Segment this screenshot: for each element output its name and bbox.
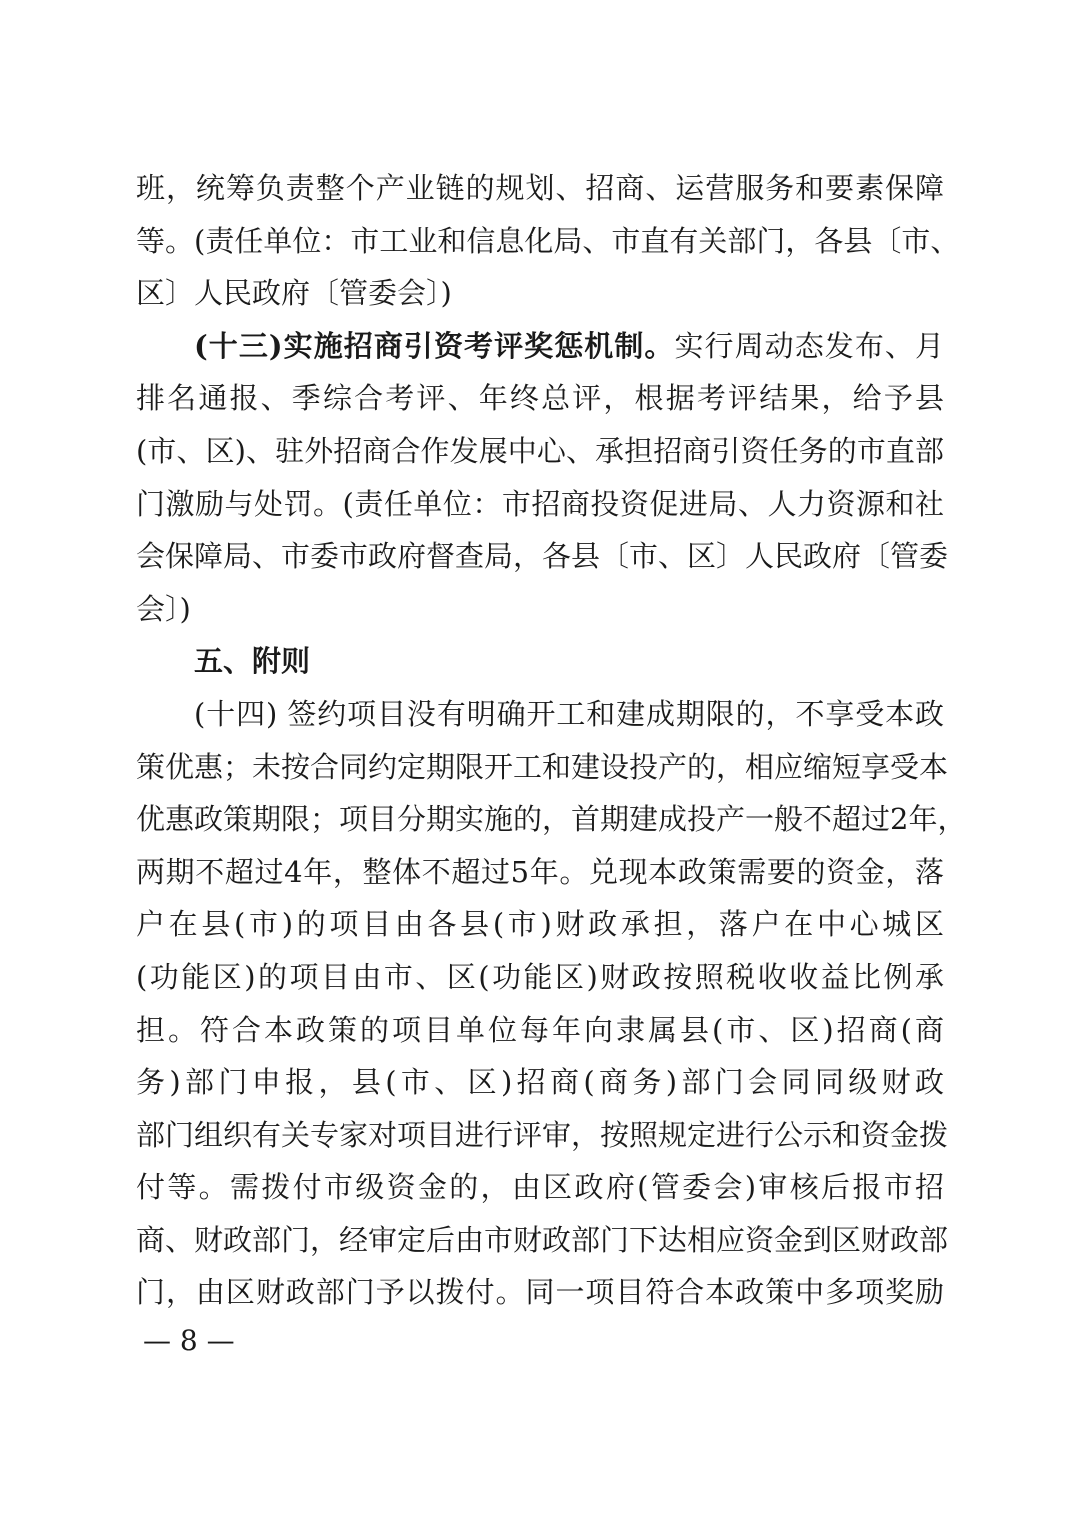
text-line: 班，统筹负责整个产业链的规划、招商、运营服务和要素保障 <box>136 171 944 205</box>
section-13-line <box>136 320 944 373</box>
text-line: (市、区)、驻外招商合作发展中心、承担招商引资任务的市直部 <box>136 433 944 468</box>
document-body <box>136 162 967 1319</box>
section-13-number: (十三) <box>194 328 283 363</box>
text-line: 排名通报、季综合考评、年终总评，根据考评结果，给予县 <box>136 381 944 416</box>
section-13-text: 实行周动态发布、月 <box>674 328 944 363</box>
text-line: 户在县(市)的项目由各县(市)财政承担，落户在中心城区 <box>136 907 944 942</box>
section-13-title: 实施招商引资考评奖惩机制。 <box>282 328 675 363</box>
text-line: 门激励与处罚。(责任单位：市招商投资促进局、人力资源和社 <box>136 486 944 521</box>
text-line: (功能区)的项目由市、区(功能区)财政按照税收收益比例承 <box>136 959 944 994</box>
page-number: — 8 — <box>143 1324 235 1357</box>
text-line: 商、财政部门，经审定后由市财政部门下达相应资金到区财政部 <box>136 1222 949 1257</box>
text-line: 务)部门申报，县(市、区)招商(商务)部门会同同级财政 <box>136 1065 944 1100</box>
text-line: (十四) 签约项目没有明确开工和建成期限的，不享受本政 <box>194 696 944 731</box>
text-line: 付等。需拨付市级资金的，由区政府(管委会)审核后报市招 <box>136 1170 944 1205</box>
text-line: 两期不超过4年，整体不超过5年。兑现本政策需要的资金，落 <box>136 854 944 889</box>
text-line: 策优惠；未按合同约定期限开工和建设投产的，相应缩短享受本 <box>136 749 949 784</box>
text-line: 会保障局、市委市政府督查局，各县〔市、区〕人民政府〔管委 <box>136 539 949 574</box>
text-line: 门，由区财政部门予以拨付。同一项目符合本政策中多项奖励 <box>136 1275 944 1310</box>
text-line: 等。(责任单位：市工业和信息化局、市直有关部门，各县〔市、 <box>136 223 960 258</box>
section-heading-appendix: 五、附则 <box>194 644 311 679</box>
text-line: 部门组织有关专家对项目进行评审，按照规定进行公示和资金拨 <box>136 1117 949 1152</box>
text-line: 优惠政策期限；项目分期实施的，首期建成投产一般不超过2年， <box>136 802 967 837</box>
text-line: 会〕) <box>136 591 191 626</box>
text-line: 区〕人民政府〔管委会〕) <box>136 276 452 311</box>
text-line: 担。符合本政策的项目单位每年向隶属县(市、区)招商(商 <box>136 1012 944 1047</box>
